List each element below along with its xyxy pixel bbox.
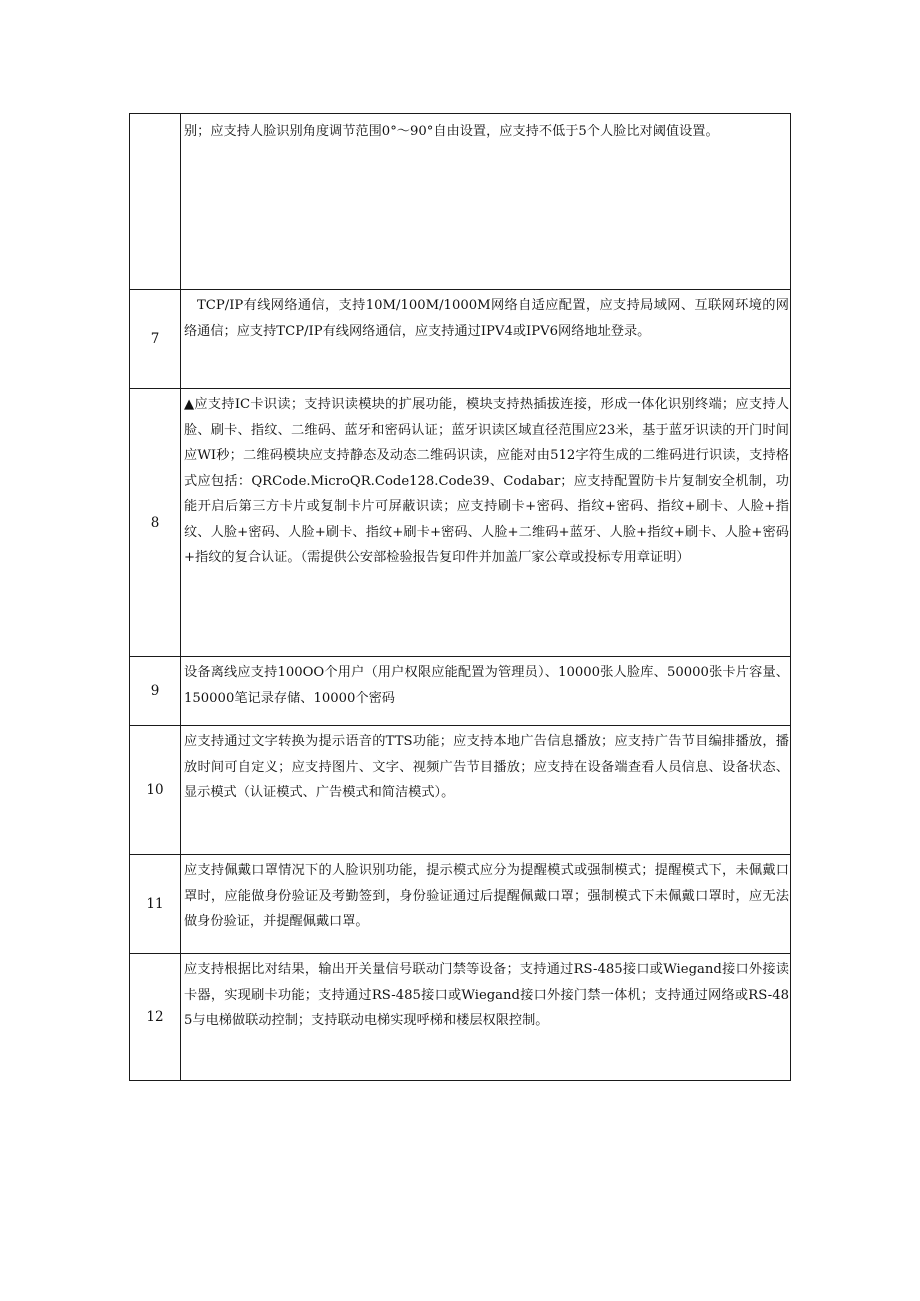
spec-table	[129, 113, 791, 1081]
row-number: 11	[146, 896, 164, 912]
row-number: 8	[150, 514, 160, 531]
row-number-cell	[130, 657, 181, 726]
row-number-cell	[130, 855, 181, 954]
row-text-cell	[181, 954, 791, 1081]
row-text: 设备离线应支持100OO个用户（用户权限应能配置为管理员）、10000张人脸库、50000张卡片容量、150000笔记录存储、10000个密码	[184, 665, 789, 706]
table-row	[130, 954, 791, 1081]
row-text-cell	[181, 855, 791, 954]
row-text-cell	[181, 389, 791, 657]
row-number-cell	[130, 726, 181, 855]
row-text-cell	[181, 290, 791, 389]
row-number-cell	[130, 389, 181, 657]
row-number-cell	[130, 290, 181, 389]
row-text-cell	[181, 657, 791, 726]
row-text: 应支持佩戴口罩情况下的人脸识别功能，提示模式应分为提醒模式或强制模式；提醒模式下，未佩戴口罩时，应能做身份验证及考勤签到，身份验证通过后提醒佩戴口罩；强制模式下未佩戴口罩时，应无法做身份验证，并提醒佩戴口罩。	[184, 863, 789, 929]
row-number: 12	[146, 1009, 164, 1025]
row-text: 别；应支持人脸识别角度调节范围0°～90°自由设置，应支持不低于5个人脸比对阈值设置。	[184, 124, 719, 139]
row-number: 9	[150, 683, 160, 699]
table-row	[130, 657, 791, 726]
row-number-cell	[130, 114, 181, 290]
table-row	[130, 290, 791, 389]
row-text: 应支持通过文字转换为提示语音的TTS功能；应支持本地广告信息播放；应支持广告节目编排播放，播放时间可自定义；应支持图片、文字、视频广告节目播放；应支持在设备端查看人员信息、设备状态、显示模式（认证模式、广告模式和简洁模式）。	[184, 734, 789, 800]
row-text: 应支持根据比对结果，输出开关量信号联动门禁等设备；支持通过RS-485接口或Wiegand接口外接读卡器，实现刷卡功能；支持通过RS-485接口或Wiegand接口外接门禁一体机；支持通过网络或RS-485与电梯做联动控制；支持联动电梯实现呼梯和楼层权限控制。	[184, 962, 789, 1028]
row-text: ▲应支持IC卡识读；支持识读模块的扩展功能，模块支持热插拔连接，形成一体化识别终端；应支持人脸、刷卡、指纹、二维码、蓝牙和密码认证；蓝牙识读区域直径范围应23米，基于蓝牙识读的开门时间应WI秒；二维码模块应支持静态及动态二维码识读，应能对由512字符生成的二维码进行识读，支持格式应包括：QRCode.MicroQR.Code128.Code39、Codabar；应支持配置防卡片复制安全机制，功能开启后第三方卡片或复制卡片可屏蔽识读；应支持刷卡+密码、指纹+密码、指纹+刷卡、人脸+指纹、人脸+密码、人脸+刷卡、指纹+刷卡+密码、人脸+二维码+蓝牙、人脸+指纹+刷卡、人脸+密码+指纹的复合认证。（需提供公安部检验报告复印件并加盖厂家公章或投标专用章证明）	[184, 397, 789, 565]
table-row	[130, 389, 791, 657]
table-row	[130, 726, 791, 855]
row-number-cell	[130, 954, 181, 1081]
row-text: TCP/IP有线网络通信，支持10M/100M/1000M网络自适应配置，应支持局域网、互联网环境的网络通信；应支持TCP/IP有线网络通信，应支持通过IPV4或IPV6网络地址登录。	[184, 298, 789, 339]
table-row	[130, 855, 791, 954]
row-text-cell	[181, 726, 791, 855]
row-number: 7	[150, 331, 160, 347]
row-text-cell	[181, 114, 791, 290]
row-number: 10	[146, 782, 164, 798]
table-row	[130, 114, 791, 290]
